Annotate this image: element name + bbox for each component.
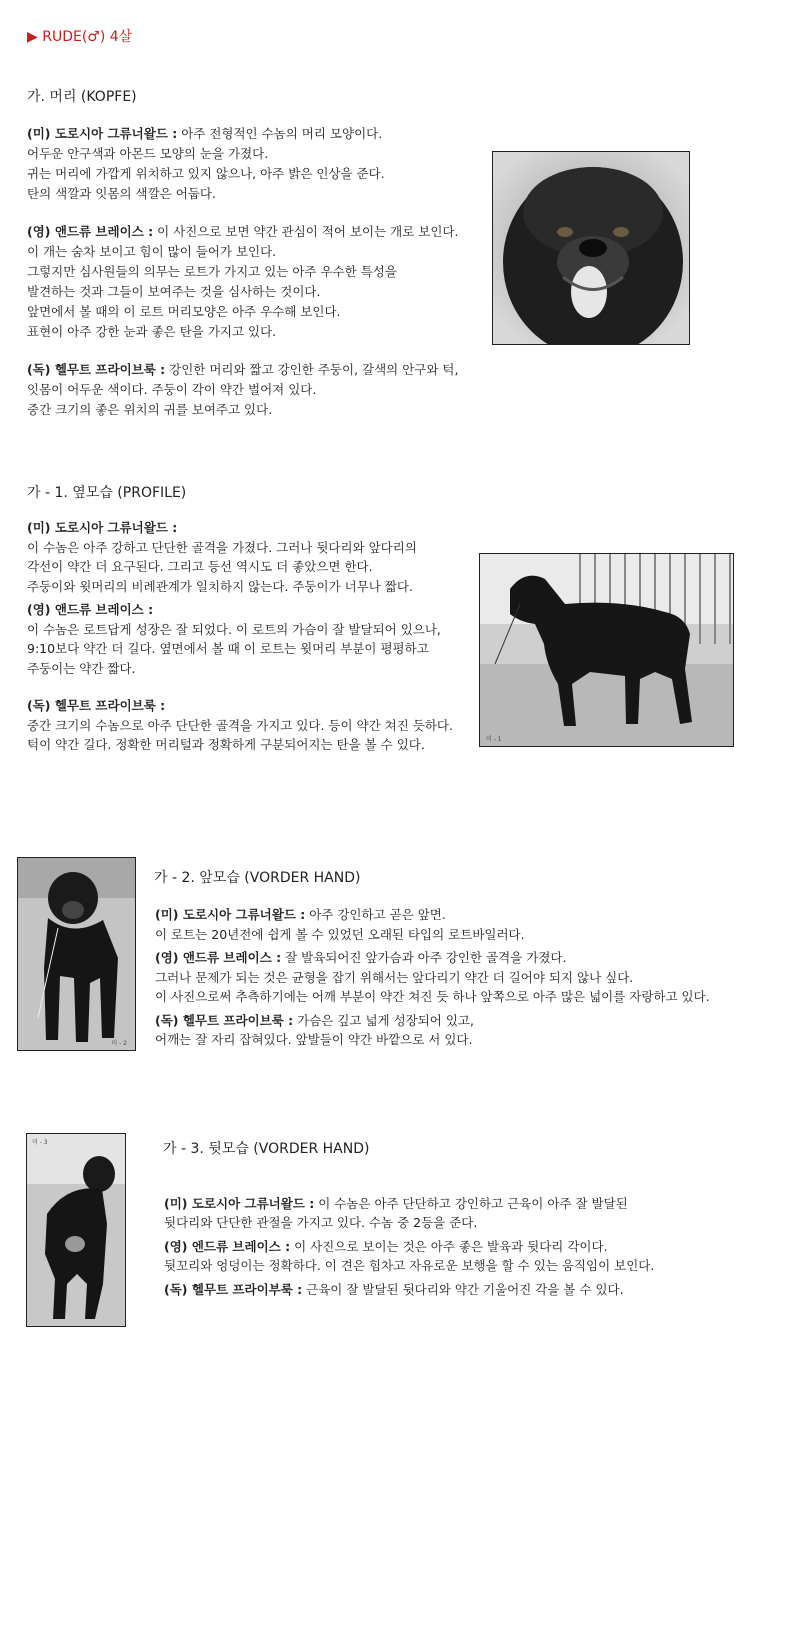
- para-helmut: [27, 696, 453, 716]
- judge-label: (영) 앤드류 브레이스 :: [155, 950, 282, 965]
- judge-label: (독) 헬무트 프라이브룩 :: [27, 698, 166, 713]
- section-heading-rear: 가 - 3. 뒷모습 (VORDER HAND): [163, 1141, 370, 1157]
- photo-caption: 미 - 3: [32, 1139, 48, 1146]
- judge-label: (독) 헬무트 프라이브룩 :: [27, 362, 166, 377]
- judge-label: (미) 도로시아 그류너왈드 :: [155, 907, 306, 922]
- section-heading-head: 가. 머리 (KOPFE): [27, 89, 137, 105]
- page-title: ▶ RUDE(♂) 4살: [27, 29, 133, 45]
- dog-profile-photo: [479, 553, 734, 747]
- photo-caption: 미 - 1: [486, 736, 502, 743]
- para-dorothea: (미) 도로시아 그류너왈드 : 이 수놈은 아주 단단하고 강인하고 근육이 아주 잘 발달된: [164, 1196, 628, 1211]
- judge-label: (영) 앤드류 브레이스 :: [27, 224, 154, 239]
- para-dorothea: [27, 518, 453, 538]
- section-head-text: (미) 도로시아 그류너왈드 : 아주 전형적인 수놈의 머리 모양이다. 어두운 안구색과 아몬드 모양의 눈을 가졌다. 귀는 머리에 가깝게 위치하고 있지 않으나, 아주 밝은 인상을 준다. 탄의 색깔과 잇몸의 색깔은 어둡다. (영) 앤드류 브레이스 : 이 사진으로 보면 약간 관심이 적어 보이는 개로 보인다. 이 개는 숨차 보이고 힘이 많이 들어가 보인다. 그렇지만 심사원들의 의무는 로트가 가지고 있는 아주 우수한 특성을 발견하는 것과 그들이 보여주는 것을 심사하는 것이다. 앞면에서 볼 때의 이 로트 머리모양은 아주 우수해 보인다. 표현이 아주 강한 눈과 좋은 탄을 가지고 있다. (독) 헬무트 프라이브룩 : 강인한 머리와 짧고 강인한 주둥이, 갈색의 안구와 턱, 잇몸이 어두운 색이다. 주둥이 각이 약간 벌어져 있다. 중간 크기의 좋은 위치의 귀를 보여주고 있다.: [27, 126, 459, 417]
- judge-label: (독) 헬무트 프라이브룩 :: [155, 1012, 294, 1028]
- dog-head-photo: [492, 151, 690, 345]
- para-helmut: (독) 헬무트 프라이브룩 : 강인한 머리와 짧고 강인한 주둥이, 갈색의 안구와 턱,: [27, 362, 459, 377]
- judge-label: (미) 도로시아 그류너왈드 :: [27, 126, 178, 141]
- dog-rear-photo: [26, 1133, 126, 1327]
- section-heading-front: 가 - 2. 앞모습 (VORDER HAND): [154, 870, 361, 886]
- para-helmut: (독) 헬무트 프라이부룩 : 근육이 잘 발달된 뒷다리와 약간 기울어진 각을 볼 수 있다.: [164, 1282, 624, 1297]
- judge-label: (미) 도로시아 그류너왈드 :: [164, 1196, 315, 1211]
- judge-label: (영) 엔드류 브레이스 :: [164, 1239, 291, 1254]
- dog-front-photo: [17, 857, 136, 1051]
- section-front-text: (미) 도로시아 그류너왈드 : 아주 강인하고 곧은 앞면. 이 로트는 20년전에 쉽게 볼 수 있었던 오래된 타입의 로트바일러다. (영) 앤드류 브레이스 : 잘 발육되어진 앞가슴과 아주 강인한 골격을 가졌다. 그러나 문제가 되는 것은 균형을 잡기 위해서는 앞다리기 약간 더 길어야 되지 않나 싶다. 이 사진으로써 추측하기에는 어깨 부분이 약간 쳐진 듯 하나 앞쪽으로 아주 많은 넓이를 자랑하고 있다. (독) 헬무트 프라이브룩 : 가슴은 깊고 넓게 성장되어 있고, 어깨는 잘 자리 잡혀있다. 앞발들이 약간 바깥으로 서 있다.: [155, 907, 710, 1047]
- judge-label: (영) 앤드류 브레이스 :: [27, 602, 154, 617]
- section-rear-text: (미) 도로시아 그류너왈드 : 이 수놈은 아주 단단하고 강인하고 근육이 아주 잘 발달된 뒷다리와 단단한 관절을 가지고 있다. 수놈 중 2등을 준다. (영) 엔드류 브레이스 : 이 사진으로 보이는 것은 아주 좋은 발육과 뒷다리 각이다. 뒷꼬리와 엉덩이는 정확하다. 이 견은 힘차고 자유로운 보행을 할 수 있는 움직임이 보인다. (독) 헬무트 프라이부룩 : 근육이 잘 발달된 뒷다리와 약간 기울어진 각을 볼 수 있다.: [164, 1196, 655, 1297]
- para-andrew: (영) 앤드류 브레이스 : 잘 발육되어진 앞가슴과 아주 강인한 골격을 가졌다.: [155, 950, 567, 965]
- para-andrew: (영) 앤드류 브레이스 : 이 사진으로 보면 약간 관심이 적어 보이는 개로 보인다.: [27, 224, 459, 239]
- judge-label: (독) 헬무트 프라이부룩 :: [164, 1282, 303, 1297]
- para-dorothea: (미) 도로시아 그류너왈드 : 아주 전형적인 수놈의 머리 모양이다.: [27, 126, 383, 141]
- photo-caption: 미 - 2: [111, 1040, 127, 1047]
- para-dorothea: (미) 도로시아 그류너왈드 : 아주 강인하고 곧은 앞면.: [155, 907, 446, 922]
- para-helmut: (독) 헬무트 프라이브룩 : 가슴은 깊고 넓게 성장되어 있고,: [155, 1012, 474, 1028]
- judge-label: (미) 도로시아 그류너왈드 :: [27, 520, 178, 535]
- para-andrew: [27, 600, 453, 620]
- section-heading-profile: 가 - 1. 옆모습 (PROFILE): [27, 485, 187, 501]
- section-profile-text: (미) 도로시아 그류너왈드 : 이 수놈은 아주 강하고 단단한 골격을 가졌다. 그러나 뒷다리와 앞다리의 각선이 약간 더 요구된다. 그리고 등선 역시도 더 좋았으면 한다. 주둥이와 윗머리의 비례관계가 일치하지 않는다. 주둥이가 너무나 짧다. (영) 앤드류 브레이스 : 이 수놈은 로트답게 성장은 잘 되었다. 이 로트의 가슴이 잘 발달되어 있으나, 9:10보다 약간 더 길다. 옆면에서 볼 때 이 로트는 윗머리 부분이 평평하고 주둥이는 약간 짧다. (독) 헬무트 프라이브룩 : 중간 크기의 수놈으로 아주 단단한 골격을 가지고 있다. 등이 약간 쳐진 듯하다. 턱이 약간 길다. 정확한 머리털과 정확하게 구분되어지는 탄을 볼 수 있다.: [27, 520, 453, 752]
- para-andrew: (영) 엔드류 브레이스 : 이 사진으로 보이는 것은 아주 좋은 발육과 뒷다리 각이다.: [164, 1239, 608, 1254]
